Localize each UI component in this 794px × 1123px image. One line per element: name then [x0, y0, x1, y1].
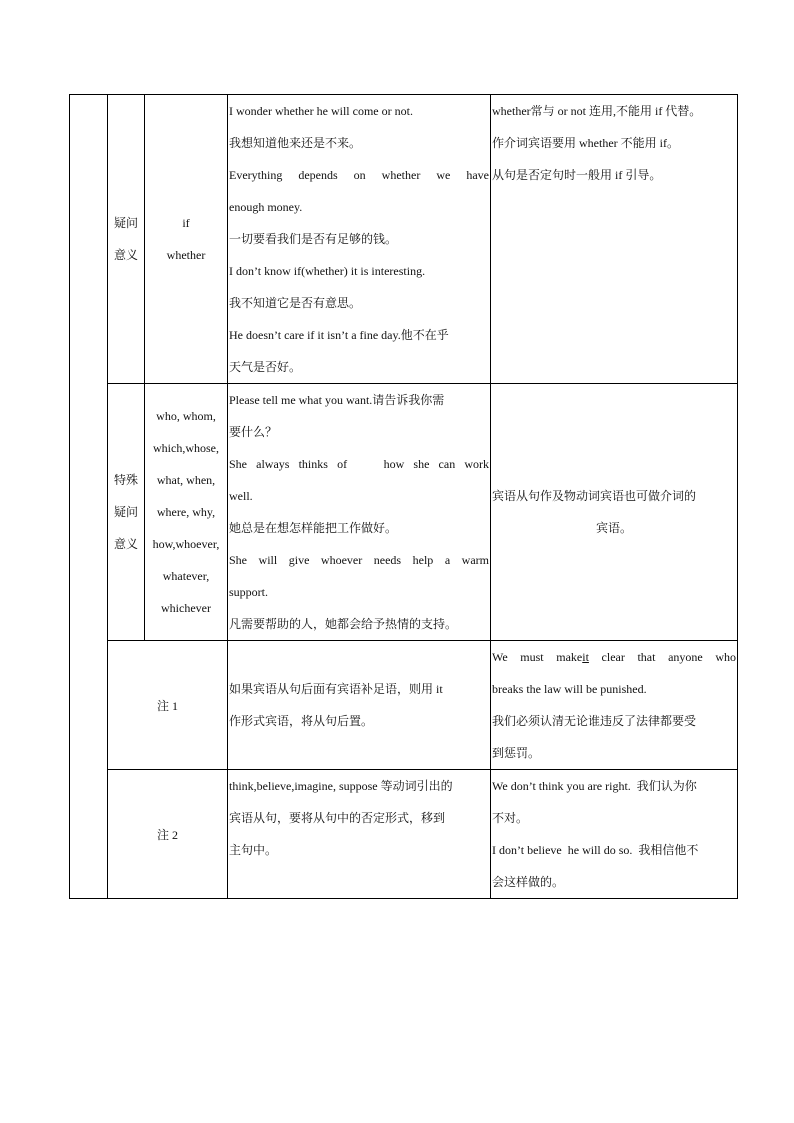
row-note-1 [70, 641, 738, 770]
conjunction-word: how,whoever, [152, 537, 220, 551]
example-line: 会这样做的。 [492, 875, 565, 889]
example-line: 我想知道他来还是不来。 [229, 136, 362, 150]
example-text: We must make [492, 650, 583, 664]
conjunction-word: whether [166, 248, 206, 262]
example-cell [228, 95, 491, 384]
category-text: 疑问 [113, 216, 138, 230]
note-label: 注 1 [156, 698, 178, 713]
row-note-2 [70, 770, 738, 899]
example-line: well. [229, 489, 253, 503]
example-line: enough money. [229, 200, 303, 214]
example-line: She will give whoever needs help a warm [229, 553, 489, 567]
conjunction-word: whatever, [162, 569, 210, 583]
conjunction-cell [145, 384, 228, 641]
note-line: 宾语从句作及物动词宾语也可做介词的 [492, 489, 697, 503]
conjunction-word: which,whose, [153, 441, 219, 455]
note-label-cell [108, 770, 228, 899]
rule-line: 主句中。 [229, 843, 278, 857]
example-line: support. [229, 585, 268, 599]
category-text: 意义 [113, 537, 138, 551]
conjunction-word: whichever [161, 601, 211, 615]
example-cell [491, 770, 738, 899]
conjunction-word: what, when, [156, 473, 216, 487]
note-line: 宾语。 [595, 521, 632, 535]
example-line: Please tell me what you want.请告诉我你需 [229, 393, 445, 407]
example-line: 一切要看我们是否有足够的钱。 [229, 232, 398, 246]
note-line: 从句是否定句时一般用 if 引导。 [492, 168, 662, 182]
example-line: 天气是否好。 [229, 360, 302, 374]
example-line: 我不知道它是否有意思。 [229, 296, 362, 310]
note-cell [491, 384, 738, 641]
conjunction-word: if [182, 216, 190, 230]
rule-line: 宾语从句，要将从句中的否定形式，移到 [229, 811, 446, 825]
rule-cell [228, 770, 491, 899]
example-line: I don’t believe he will do so. 我相信他不 [492, 843, 699, 857]
note-line: whether常与 or not 连用,不能用 if 代替。 [492, 104, 702, 118]
example-line: 我们必须认清无论谁违反了法律都要受 [492, 714, 697, 728]
example-line: I don’t know if(whether) it is interesting. [229, 264, 426, 278]
example-line: I wonder whether he will come or not. [229, 104, 413, 118]
example-cell [228, 384, 491, 641]
row-special-question [70, 384, 738, 641]
example-line: She always thinks of how she can work [229, 457, 489, 471]
rule-line: 作形式宾语，将从句后置。 [229, 714, 374, 728]
example-line: 要什么？ [229, 425, 278, 439]
category-text: 特殊 [113, 473, 138, 487]
conjunction-cell [145, 95, 228, 384]
example-line: 凡需要帮助的人，她都会给予热情的支持。 [229, 617, 458, 631]
category-text: 意义 [113, 248, 138, 262]
example-cell [491, 641, 738, 770]
rule-cell [228, 641, 491, 770]
example-line: breaks the law will be punished. [492, 682, 647, 696]
conjunction-word: where, why, [156, 505, 216, 519]
grammar-table [69, 94, 738, 899]
example-line: 她总是在想怎样能把工作做好。 [229, 521, 398, 535]
category-cell [108, 95, 145, 384]
example-line: 到惩罚。 [492, 746, 541, 760]
left-margin-cell [70, 95, 108, 899]
note-cell [491, 95, 738, 384]
rule-line: 如果宾语从句后面有宾语补足语，则用 it [229, 682, 443, 696]
note-line: 作介词宾语要用 whether 不能用 if。 [492, 136, 679, 150]
example-line: Everything depends on whether we have [229, 168, 489, 182]
example-text: clear that anyone who [588, 650, 737, 664]
underlined-it: it [582, 650, 589, 664]
conjunction-word: who, whom, [156, 409, 216, 423]
example-line [492, 641, 736, 673]
example-line: We don’t think you are right. 我们认为你 [492, 779, 697, 793]
rule-line: think,believe,imagine, suppose 等动词引出的 [229, 779, 453, 793]
category-text: 疑问 [113, 505, 138, 519]
note-label-cell [108, 641, 228, 770]
category-cell [108, 384, 145, 641]
example-line: 不对。 [492, 811, 529, 825]
example-line: He doesn’t care if it isn’t a fine day.他不在乎 [229, 328, 449, 342]
row-yes-no-question [70, 95, 738, 384]
note-label: 注 2 [156, 827, 178, 842]
